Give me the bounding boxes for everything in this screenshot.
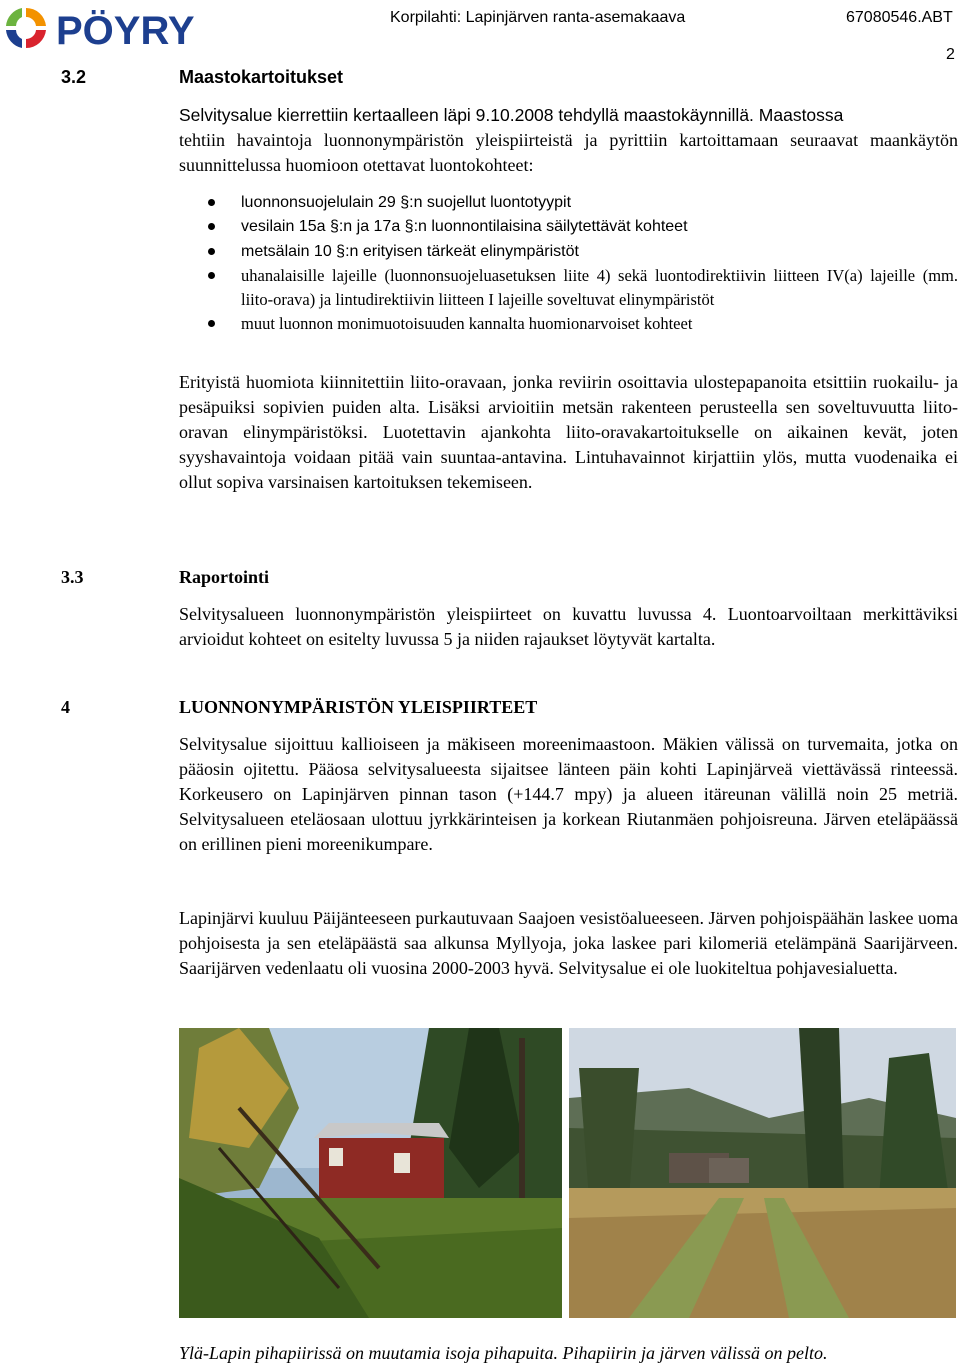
bullet-icon bbox=[208, 320, 215, 327]
body-paragraph: Erityistä huomiota kiinnitettiin liito-oravaan, jonka reviirin osoittavia ulostepapanoita etsittiin ruokailu- ja pesäpuiksi sopivien puiden alta. Lisäksi arvioitiin metsän rakenteen perusteella sen soveltuvuutta liito-oravan elinympäristöksi. Luotettavin ajankohta liito-oravakartoitukselle on aikainen kevät, joten syyshavaintoja voidaan pitää vain suuntaa-antavina. Lintuhavainnot kirjattiin ylös, mutta vuodenaika ei ollut sopiva varsinaisen kartoituksen tekemiseen. bbox=[179, 372, 958, 492]
list-item: muut luonnon monimuotoisuuden kannalta huomionarvoiset kohteet bbox=[188, 312, 958, 336]
header-title: Korpilahti: Lapinjärven ranta-asemakaava bbox=[390, 9, 686, 26]
figure-caption: Ylä-Lapin pihapiirissä on muutamia isoja pihapuita. Pihapiirin ja järven välissä on pelto. bbox=[179, 1343, 828, 1363]
poyry-logo-text: PÖYRY bbox=[56, 9, 195, 52]
body-paragraph: Selvitysalueen luonnonympäristön yleispiirteet on kuvattu luvussa 4. Luontoarvoiltaan merkittäviksi arvioidut kohteet on esitelty luvussa 5 ja niiden rajaukset löytyvät kartalta. bbox=[179, 604, 958, 649]
body-paragraph: Lapinjärvi kuuluu Päijänteeseen purkautuvaan Saajoen vesistöalueeseen. Järven pohjoispäähän laskee uoma pohjoisesta ja sen eteläpäästä saa alkunsa Myllyoja, joka laskee pari kilomeriä etelämpänä Saarijärveen. Saarijärven vedenlaatu oli vuosina 2000-2003 hyvä. Selvitysalue ei ole luokiteltua pohjavesialuetta. bbox=[179, 908, 958, 978]
list-item: uhanalaisille lajeille (luonnonsuojeluasetuksen liite 4) sekä luontodirektiivin liitteen IV(a) lajeille (mm. liito-orava) ja lintudirektiivin liitteen I lajeille soveltuvat elinympäristöt bbox=[188, 264, 958, 313]
list-item: metsälain 10 §:n erityisen tärkeät elinympäristöt bbox=[188, 240, 958, 264]
document-code: 67080546.ABT bbox=[846, 9, 953, 26]
poyry-logo-mark bbox=[6, 8, 46, 48]
section-number: 3.3 bbox=[61, 567, 84, 587]
list-item: luonnonsuojelulain 29 §:n suojellut luontotyypit bbox=[188, 191, 958, 215]
poyry-logo bbox=[2, 4, 242, 52]
list-item: vesilain 15a §:n ja 17a §:n luonnontilaisina säilytettävät kohteet bbox=[188, 215, 958, 239]
criteria-list bbox=[188, 191, 958, 337]
page-number: 2 bbox=[946, 46, 955, 63]
section-intro-paragraph: tehtiin havaintoja luonnonympäristön yleispiirteistä ja pyrittiin kartoittamaan seuraavat maankäytön suunnittelussa huomioon otettavat luontokohteet: bbox=[179, 130, 958, 175]
section-title: Maastokartoitukset bbox=[179, 67, 344, 87]
chapter-title: LUONNONYMPÄRISTÖN YLEISPIIRTEET bbox=[179, 697, 538, 717]
bullet-icon bbox=[208, 199, 215, 206]
body-paragraph: Selvitysalue sijoittuu kallioiseen ja mäkiseen moreenimaastoon. Mäkien välissä on turvemaita, jotka on pääosin ojitettu. Pääosa selvitysalueesta sijaitsee länteen päin kohti Lapinjärveä viettävässä rinteessä. Korkeusero on Lapinjärven pinnan tason (+144.7 mpy) ja alueen itäreunan välillä noin 25 metriä. Selvitysalueen eteläosaan ulottuu jyrkkärinteisen ja korkean Riutanmäen pohjoisreuna. Järven eteläpäässä on erillinen pieni moreenikumpare. bbox=[179, 734, 958, 854]
photo-field bbox=[569, 1028, 956, 1318]
bullet-icon bbox=[208, 223, 215, 230]
section-intro-line: Selvitysalue kierrettiin kertaalleen läpi 9.10.2008 tehdyllä maastokäynnillä. Maastossa bbox=[179, 105, 844, 125]
section-number: 3.2 bbox=[61, 67, 87, 87]
bullet-icon bbox=[208, 248, 215, 255]
photo-farmyard bbox=[179, 1028, 562, 1318]
section-title: Raportointi bbox=[179, 567, 269, 587]
chapter-number: 4 bbox=[61, 697, 70, 717]
bullet-icon bbox=[208, 272, 215, 279]
